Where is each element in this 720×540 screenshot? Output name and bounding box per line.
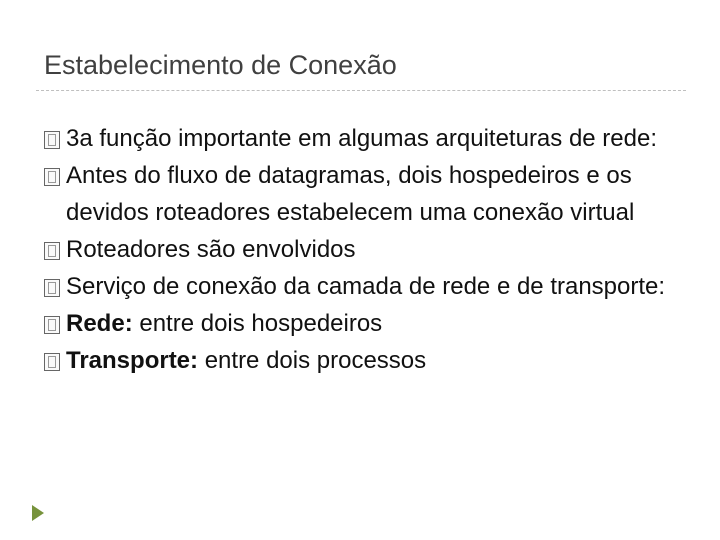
title-divider: [36, 90, 686, 91]
list-item: [44, 157, 684, 231]
bullet-list: [44, 120, 684, 379]
bullet-term: Rede:: [66, 310, 133, 337]
bullet-term: Transporte:: [66, 347, 199, 374]
play-arrow-icon[interactable]: [32, 505, 44, 521]
bullet-text: Antes do fluxo de datagramas, dois hospedeiros e os devidos roteadores estabelecem uma conexão virtual: [66, 162, 635, 226]
list-item: [44, 268, 684, 305]
slide-title: Estabelecimento de Conexão: [44, 50, 397, 80]
missing-glyph-box-icon: [44, 168, 60, 186]
list-item: [44, 342, 684, 379]
missing-glyph-box-icon: [44, 242, 60, 260]
missing-glyph-box-icon: [44, 353, 60, 371]
bullet-text: Roteadores são envolvidos: [66, 236, 356, 263]
bullet-text: entre dois processos: [198, 347, 427, 374]
bullet-text: entre dois hospedeiros: [132, 310, 383, 337]
missing-glyph-box-icon: [44, 279, 60, 297]
missing-glyph-box-icon: [44, 131, 60, 149]
list-item: [44, 305, 684, 342]
list-item: [44, 231, 684, 268]
list-item: [44, 120, 684, 157]
bullet-text: Serviço de conexão da camada de rede e de transporte:: [66, 273, 666, 300]
bullet-text: 3a função importante em algumas arquiteturas de rede:: [66, 125, 658, 152]
missing-glyph-box-icon: [44, 316, 60, 334]
